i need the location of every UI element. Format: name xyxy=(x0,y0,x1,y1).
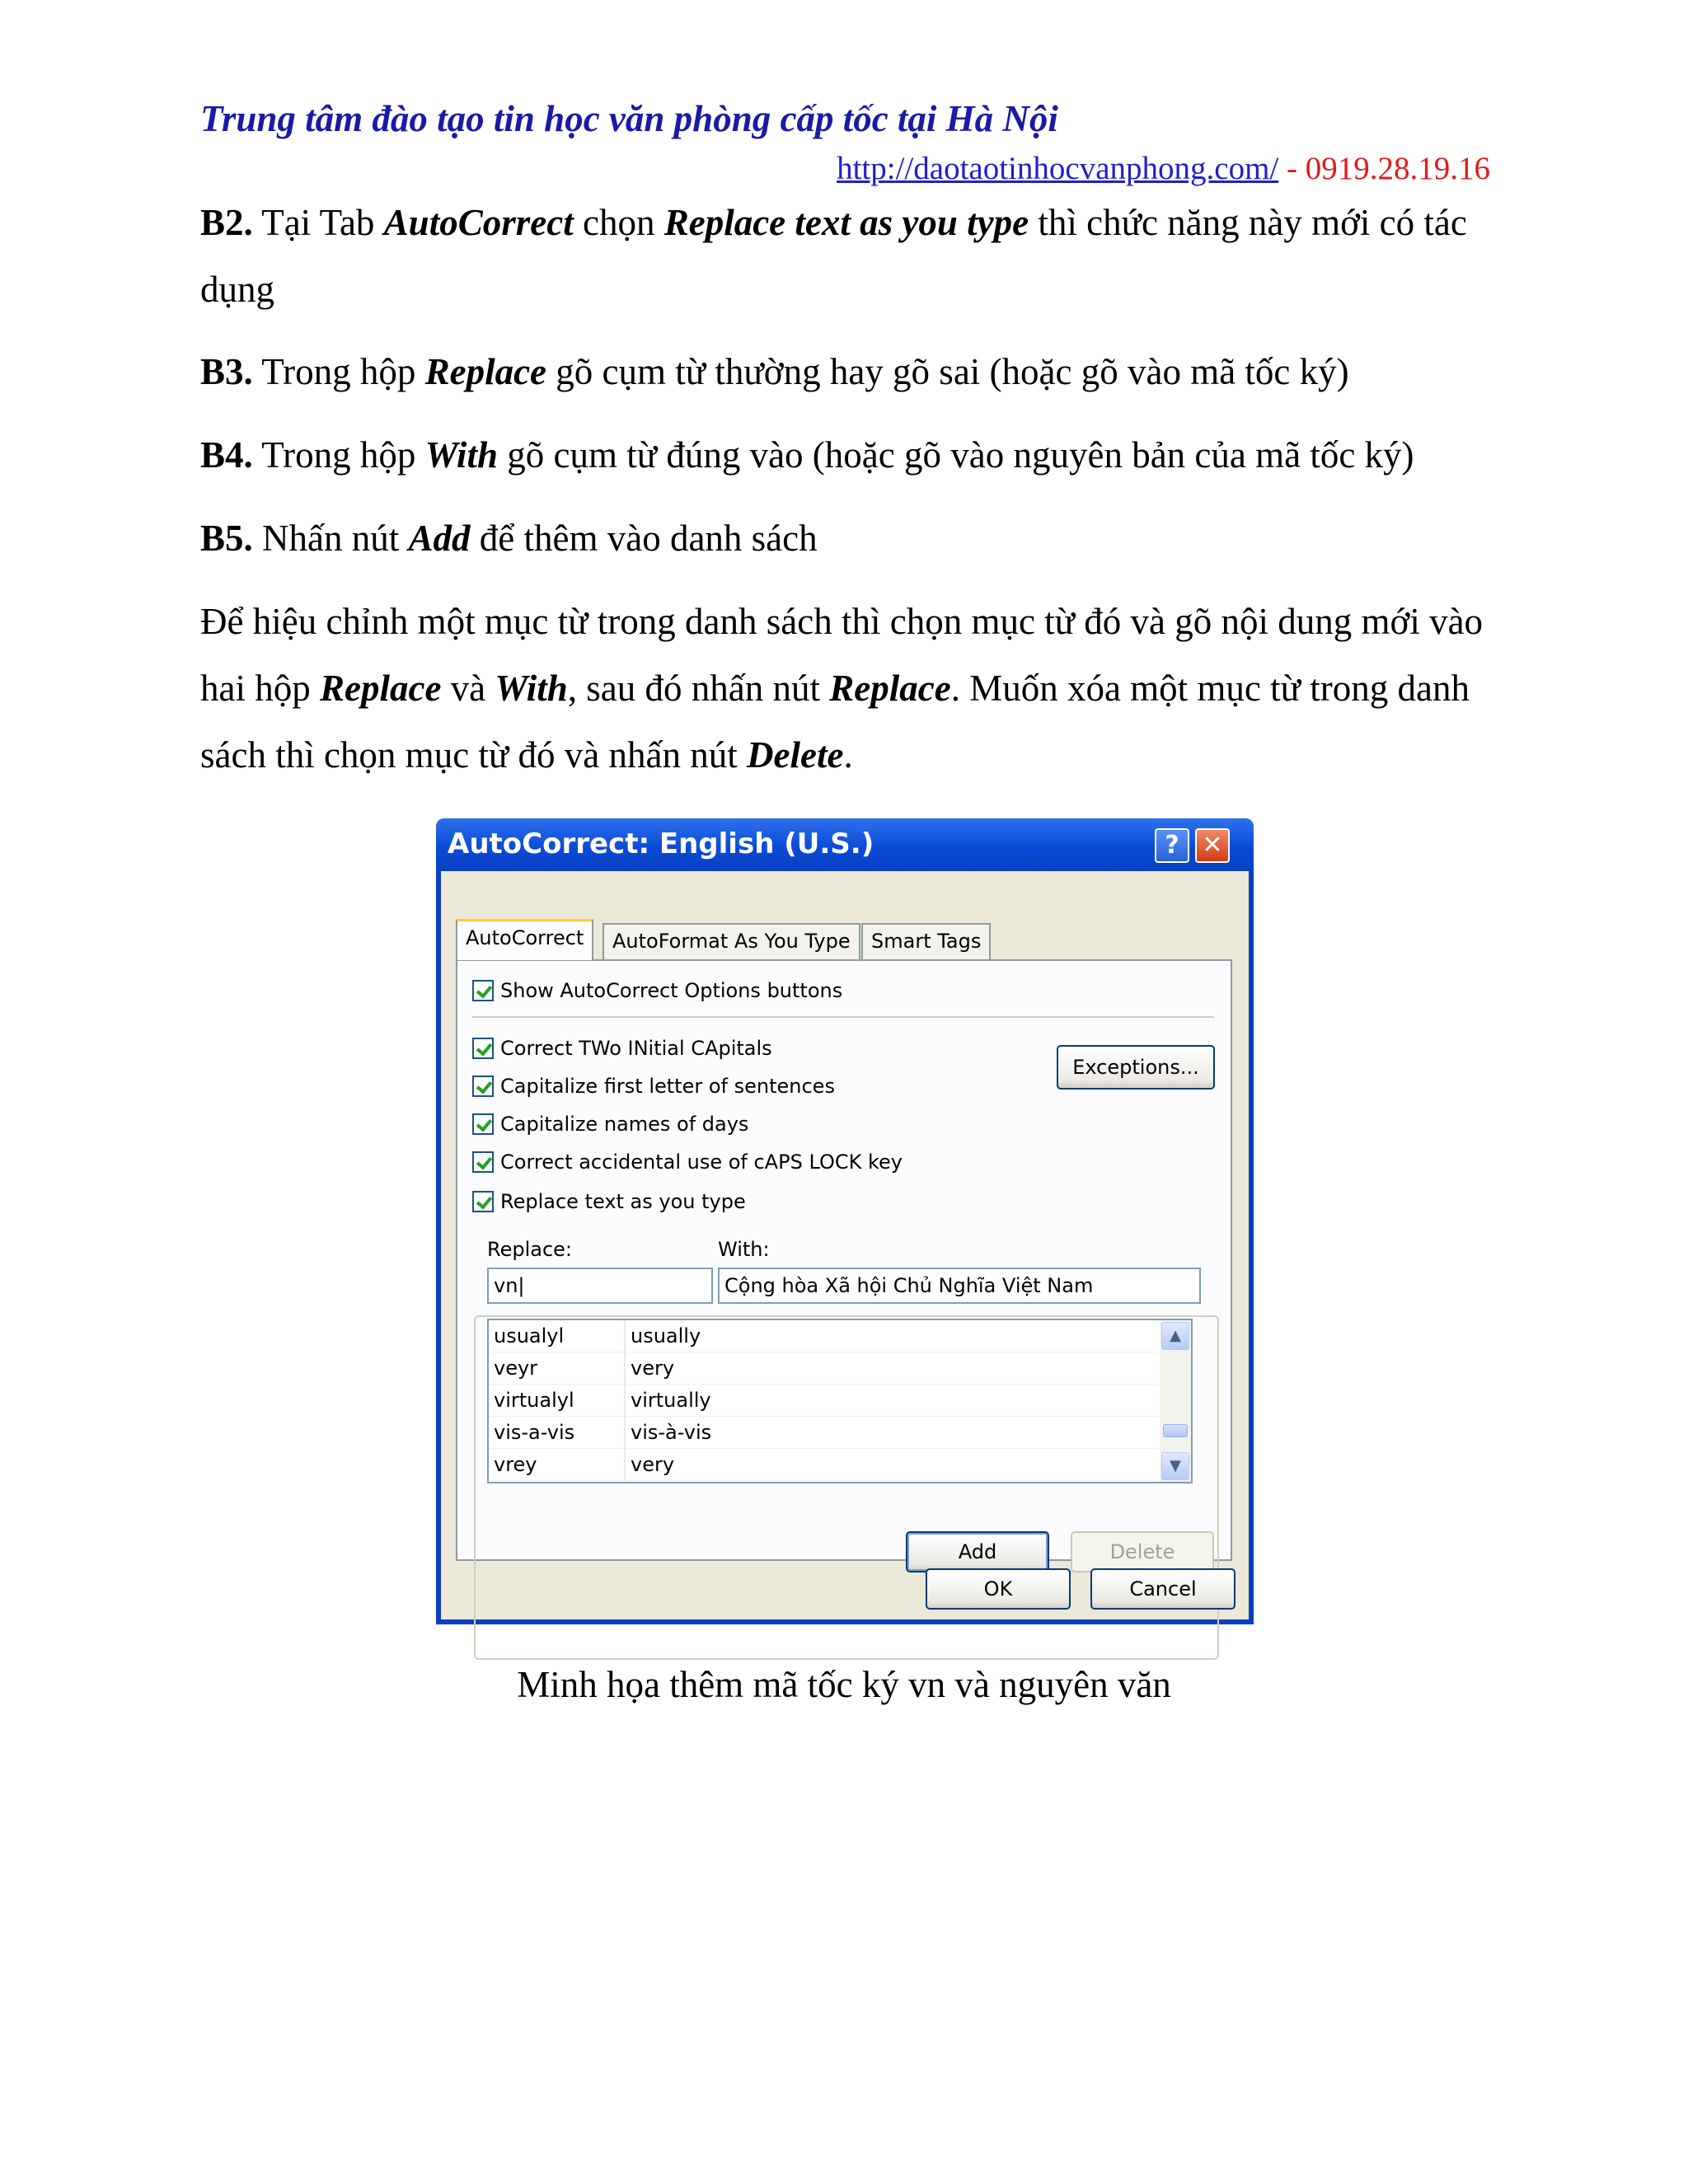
list-item[interactable] xyxy=(489,1352,1158,1385)
checkbox-label: Capitalize names of days xyxy=(500,1113,749,1136)
checkbox-replace-text[interactable] xyxy=(472,1190,753,1213)
close-button[interactable]: ✕ xyxy=(1195,828,1230,863)
step-label: B2. xyxy=(200,202,253,243)
step-label: B5. xyxy=(200,518,253,559)
tab-autocorrect[interactable]: AutoCorrect xyxy=(456,919,593,960)
tab-autoformat[interactable]: AutoFormat As You Type xyxy=(603,923,860,959)
checkbox-label: Capitalize first letter of sentences xyxy=(500,1075,835,1098)
step-emph: Add xyxy=(408,518,471,559)
column-divider xyxy=(624,1449,626,1480)
para-emph: Replace xyxy=(829,668,951,709)
step-text: Trong hộp xyxy=(252,434,425,476)
figure-caption: Minh họa thêm mã tốc ký vn và nguyên văn xyxy=(517,1664,1171,1705)
step-label: B3. xyxy=(200,351,253,392)
para-text: . xyxy=(843,734,853,776)
separator-line xyxy=(472,1016,1214,1018)
checkbox-checked-icon[interactable] xyxy=(472,1151,494,1173)
replace-label: Replace: xyxy=(487,1238,573,1261)
header-separator: - xyxy=(1278,151,1306,186)
checkbox-names-of-days[interactable] xyxy=(472,1113,748,1136)
step-text: chọn xyxy=(573,202,664,243)
para-emph: Delete xyxy=(747,734,844,776)
checkbox-label: Show AutoCorrect Options buttons xyxy=(500,979,843,1002)
add-button[interactable]: Add xyxy=(906,1531,1049,1572)
para-emph: Replace xyxy=(319,668,442,709)
step-text: Trong hộp xyxy=(252,351,425,392)
entry-with: very xyxy=(631,1453,675,1476)
checkbox-checked-icon[interactable] xyxy=(472,1191,494,1212)
checkbox-label: Correct accidental use of cAPS LOCK key xyxy=(500,1151,903,1174)
with-label: With: xyxy=(718,1238,770,1261)
help-button[interactable]: ? xyxy=(1155,828,1189,863)
ok-button[interactable]: OK xyxy=(926,1568,1071,1610)
checkbox-show-buttons[interactable] xyxy=(472,979,842,1002)
column-divider xyxy=(624,1320,626,1352)
entry-replace: usualyl xyxy=(494,1324,565,1347)
entry-replace: vis-a-vis xyxy=(494,1421,575,1444)
step-emph: Replace xyxy=(424,351,547,392)
entry-with: vis-à-vis xyxy=(631,1421,712,1444)
checkbox-two-initial-capitals[interactable] xyxy=(472,1037,772,1060)
checkbox-caps-lock[interactable] xyxy=(472,1151,903,1174)
para-text: và xyxy=(441,668,495,709)
step-b3 xyxy=(200,339,1486,405)
column-divider xyxy=(624,1385,626,1416)
dialog-title: AutoCorrect: English (U.S.) xyxy=(448,827,874,860)
list-item[interactable] xyxy=(489,1385,1158,1417)
autocorrect-panel xyxy=(456,959,1232,1561)
para-text: Để hiệu chỉnh một mục từ trong danh sách thì chọn mục từ đó và gõ nội dung mới vào hai hộp xyxy=(200,601,1484,709)
para-text: . Muốn xóa một mục từ trong danh sách thì chọn mục từ đó và nhấn nút xyxy=(200,668,1470,776)
step-emph: Replace text as you type xyxy=(663,202,1029,243)
header-title: Trung tâm đào tạo tin học văn phòng cấp tốc tại Hà Nội xyxy=(200,98,1058,139)
step-b4 xyxy=(200,422,1486,489)
tab-smart-tags[interactable]: Smart Tags xyxy=(861,923,991,959)
checkbox-checked-icon[interactable] xyxy=(472,1038,494,1059)
step-text: thì chức năng này mới có tác dụng xyxy=(200,202,1467,310)
checkbox-first-letter[interactable] xyxy=(472,1075,835,1098)
scroll-down-icon[interactable]: ▼ xyxy=(1161,1452,1189,1480)
checkbox-checked-icon[interactable] xyxy=(472,1076,494,1097)
para-text: , sau đó nhấn nút xyxy=(567,668,830,709)
para-emph: With xyxy=(495,668,568,709)
header-contact xyxy=(837,150,1490,187)
scroll-thumb[interactable] xyxy=(1163,1424,1188,1437)
step-text: Nhấn nút xyxy=(252,518,409,559)
checkbox-label: Replace text as you type xyxy=(500,1190,746,1213)
cancel-button[interactable]: Cancel xyxy=(1090,1568,1236,1610)
delete-button[interactable]: Delete xyxy=(1071,1531,1214,1572)
list-item[interactable] xyxy=(489,1320,1158,1352)
step-emph: AutoCorrect xyxy=(383,202,574,243)
step-emph: With xyxy=(424,434,498,476)
phone-number: 0919.28.19.16 xyxy=(1305,151,1490,186)
column-divider xyxy=(624,1417,626,1448)
autocorrect-dialog xyxy=(436,818,1254,1624)
step-text: Tại Tab xyxy=(252,202,384,243)
website-link[interactable]: http://daotaotinhocvanphong.com/ xyxy=(837,151,1279,186)
with-input[interactable]: Cộng hòa Xã hội Chủ Nghĩa Việt Nam xyxy=(718,1268,1201,1304)
checkbox-checked-icon[interactable] xyxy=(472,980,494,1001)
step-text: gõ cụm từ đúng vào (hoặc gõ vào nguyên bản của mã tốc ký) xyxy=(497,434,1414,476)
checkbox-checked-icon[interactable] xyxy=(472,1113,494,1135)
dialog-client xyxy=(441,871,1249,1619)
entry-with: very xyxy=(631,1357,675,1380)
entry-replace: vrey xyxy=(494,1453,537,1476)
exceptions-button[interactable]: Exceptions... xyxy=(1057,1045,1215,1090)
scroll-up-icon[interactable]: ▲ xyxy=(1161,1322,1189,1350)
entry-with: usually xyxy=(631,1324,701,1347)
list-scrollbar[interactable] xyxy=(1160,1320,1191,1482)
step-text: gõ cụm từ thường hay gõ sai (hoặc gõ vào mã tốc ký) xyxy=(546,351,1349,392)
entries-list[interactable] xyxy=(487,1319,1193,1483)
step-b5 xyxy=(200,505,1486,572)
replace-input[interactable]: vn| xyxy=(487,1268,713,1304)
step-text: để thêm vào danh sách xyxy=(470,518,818,559)
checkbox-label: Correct TWo INitial CApitals xyxy=(500,1037,772,1060)
entry-with: virtually xyxy=(631,1389,711,1412)
entry-replace: virtualyl xyxy=(494,1389,574,1412)
list-item[interactable] xyxy=(489,1449,1158,1481)
list-item[interactable] xyxy=(489,1417,1158,1449)
step-label: B4. xyxy=(200,434,253,476)
edit-paragraph xyxy=(200,588,1486,789)
step-b2 xyxy=(200,190,1486,323)
column-divider xyxy=(624,1352,626,1384)
dialog-titlebar[interactable] xyxy=(436,818,1254,871)
entry-replace: veyr xyxy=(494,1357,538,1380)
